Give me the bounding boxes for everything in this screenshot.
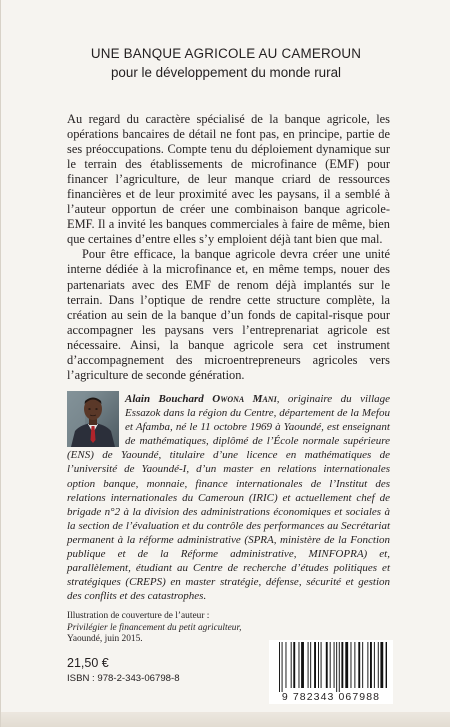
barcode-bar [351,642,352,688]
barcode-bar [386,642,387,688]
summary-paragraph-2: Pour être efficace, la banque agricole devra créer une unité interne dédiée à la microfinance et, en même temps, nouer des partenariats avec des EMF de renom déjà implantés sur le terrain. Dans l’optique de rendre cette structure complète, la création au sein de la banque d’un fonds de capital-risque pour accompagner les paysans vers l’entreprenariat agricole est nécessaire. Ainsi, la banque agricole sera cet instrument d’accompagnement des microentrepreneurs agricoles vers l’agriculture de seconde génération. [67,247,390,382]
credit-artwork-title: Privilégier le financement du petit agriculteur, [67,622,242,633]
barcode-bar [341,642,343,688]
barcode-bar [362,642,363,688]
book-subtitle: pour le développement du monde rural [110,65,342,80]
barcode-bar [334,642,335,688]
credit-line-2 [67,623,327,635]
back-cover-text [67,112,390,383]
barcode-bar [321,642,322,688]
photo-spacer [67,392,125,446]
barcode-bar [282,642,283,692]
author-last-name: Owona Mani [212,393,277,405]
page-bottom-edge [1,712,450,727]
barcode-bars [275,642,387,692]
barcode-bar [326,642,328,688]
barcode-bar [367,642,368,688]
barcode-bar [314,642,316,688]
credit-line-1: Illustration de couverture de l’auteur : [67,611,210,621]
barcode-bar [345,642,348,688]
barcode-bar [378,642,379,688]
barcode-bar [358,642,360,688]
price-label: 21,50 € [67,656,109,670]
author-bio-text: , originaire du village Essazok dans la région du Centre, département de la Mefou et Afamba, né le 11 octobre 1969 à Yaoundé, est enseignant de mathématiques, diplômé de l’École normale supérieure (ENS) de Yaoundé, titulaire d’une licence en mathématiques de l’université de Yaoundé-I, d’un master en relations internationales option banque, monnaie, finance internationales de l’Institut des relations internationales du Cameroun (IRIC) et actuellement chef de brigade n°2 à la division des administrations économiques et sociales à la section de l’évaluation et du contrôle des performances au Secrétariat permanent à la réforme administrative (SPRA, ministère de la Fonction publique et de la Réforme administrative, MINFOPRA) et, parallèlement, étudiant au Centre de recherche d’études politiques et stratégiques (CREPS) en master stratégie, défense, sécurité et gestion des conflits et des catastrophes. [67,393,391,603]
barcode [269,640,393,704]
barcode-bar [336,642,337,692]
barcode-bar [354,642,355,688]
barcode-bar [308,642,309,688]
barcode-bar [310,642,311,688]
barcode-bar [380,642,383,688]
isbn-label: ISBN : 978-2-343-06798-8 [67,673,180,684]
barcode-bar [279,642,280,692]
credit-line-3: Yaoundé, juin 2015. [67,634,143,645]
book-title: UNE BANQUE AGRICOLE AU CAMEROUN [90,46,362,61]
barcode-bar [299,642,300,688]
barcode-bar [370,642,372,688]
author-first-name: Alain Bouchard [125,393,204,405]
barcode-bar [293,642,295,688]
barcode-bar [318,642,319,688]
barcode-bar [301,642,304,688]
barcode-bar [374,642,375,688]
author-biography [67,392,390,603]
author-name [125,393,277,405]
barcode-bar [286,642,287,688]
barcode-bar [330,642,331,688]
barcode-bar [291,642,292,688]
summary-paragraph-1: Au regard du caractère spécialisé de la banque agricole, les opérations bancaires de détail ne font pas, en principe, partie de ses préoccupations. Compte tenu du déploiement dynamique sur le terrain des établissements de microfinance (EMF) pour financer l’agriculture, de leur manque criard de ressources financières et de leur proximité avec les paysans, il a semblé à l’auteur opportun de créer une combinaison banque agricole-EMF. Il a invité les banques commerciales à faire de même, bien que certaines d’entre elles s’y emploient déjà tant bien que mal. [67,112,390,247]
barcode-digits: 9 782343 067988 [281,691,381,703]
barcode-bar [339,642,340,692]
